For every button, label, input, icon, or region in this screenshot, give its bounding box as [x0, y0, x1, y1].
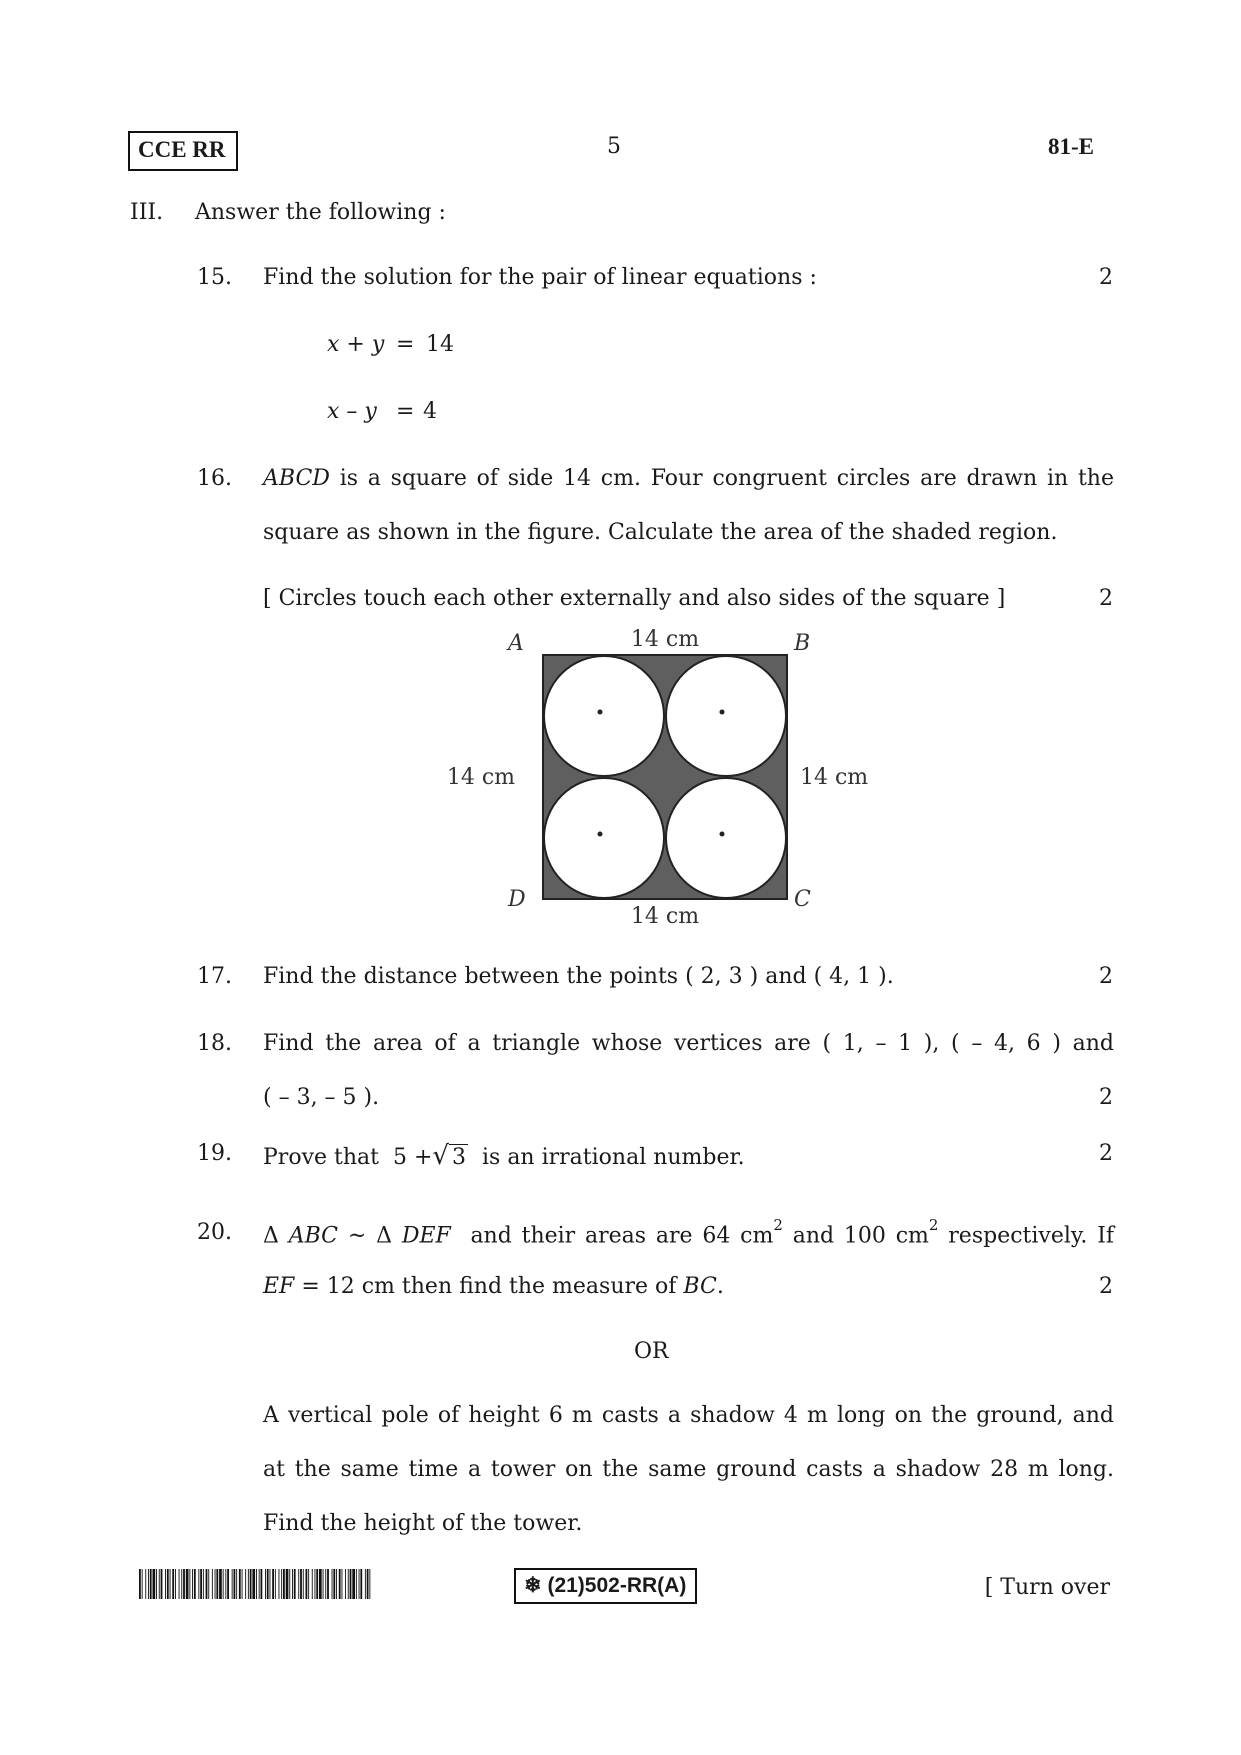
exponent: 2: [928, 1216, 939, 1234]
turn-over-note: [ Turn over: [984, 1575, 1110, 1600]
area-text-1: and their areas are 64 cm: [470, 1223, 774, 1249]
vertex-d: D: [508, 887, 526, 912]
barcode-bar: [332, 1569, 333, 1599]
barcode-bar: [315, 1569, 316, 1599]
circle-top-left: [544, 656, 664, 776]
section-number: III.: [130, 200, 164, 225]
question-note: [ Circles touch each other externally and also sides of the square ]: [263, 586, 1006, 611]
barcode-bar: [272, 1569, 274, 1599]
barcode-bar: [339, 1569, 341, 1599]
barcode-bar: [248, 1569, 249, 1599]
barcode-bar: [145, 1569, 146, 1599]
booklet-code-box: [514, 1568, 697, 1604]
barcode-bar: [172, 1569, 174, 1599]
barcode-bar: [352, 1569, 355, 1599]
question-text-line-1: Find the area of a triangle whose vertices are ( 1, – 1 ), ( – 4, 6 ) and: [263, 1031, 1114, 1056]
barcode-bar: [203, 1569, 204, 1599]
barcode-bar: [348, 1569, 349, 1599]
marks: 2: [1099, 1141, 1113, 1166]
barcode-bar: [215, 1569, 216, 1599]
barcode-bar: [250, 1569, 252, 1599]
barcode-bar: [275, 1569, 276, 1599]
barcode-bar: [192, 1569, 193, 1599]
barcode-bar: [148, 1569, 149, 1599]
barcode-bar: [167, 1569, 169, 1599]
question-text-line-2: ( – 3, – 5 ).: [263, 1085, 380, 1110]
question-text: Find the solution for the pair of linear equations :: [263, 265, 817, 290]
barcode-bar: [175, 1569, 176, 1599]
barcode-bar: [216, 1569, 218, 1599]
equation-2-equals: =: [396, 399, 415, 424]
barcode-bar: [236, 1569, 237, 1599]
barcode-bar: [200, 1569, 202, 1599]
question-text: Find the distance between the points ( 2, 3 ) and ( 4, 1 ).: [263, 964, 894, 989]
barcode-bar: [183, 1569, 185, 1599]
barcode-bar: [225, 1569, 226, 1599]
barcode-bar: [319, 1569, 322, 1599]
barcode-bar: [356, 1569, 357, 1599]
barcode-bar: [245, 1569, 246, 1599]
question-text-line-1: [263, 1216, 1115, 1249]
barcode-bar: [345, 1569, 346, 1599]
center-dot: [720, 710, 725, 715]
barcode-bar: [325, 1569, 326, 1599]
marks: 2: [1099, 1085, 1113, 1110]
barcode-bar: [316, 1569, 318, 1599]
question-text: [263, 1141, 745, 1171]
left-side-label: 14 cm: [446, 765, 515, 790]
equation-2-rhs: 4: [423, 399, 437, 424]
barcode-bar: [198, 1569, 199, 1599]
barcode-bar: [156, 1569, 157, 1599]
text-part: .: [716, 1274, 724, 1299]
delta-symbol: Δ: [263, 1223, 279, 1249]
prefix-text: Prove that: [263, 1145, 379, 1170]
barcode-bar: [342, 1569, 343, 1599]
barcode-bar: [312, 1569, 313, 1599]
booklet-code: (21)502-RR(A): [547, 1574, 687, 1597]
square-root: [432, 1141, 468, 1171]
triangle-abc: ABC: [288, 1223, 339, 1249]
barcode-bar: [159, 1569, 160, 1599]
expression-constant: 5 +: [392, 1145, 433, 1170]
paper-code-box: [128, 131, 238, 171]
barcode-bar: [369, 1569, 370, 1599]
area-text-3: respectively. If: [948, 1223, 1115, 1249]
barcode-bar: [232, 1569, 233, 1599]
barcode-bar: [350, 1569, 352, 1599]
equation-1-lhs: x + y: [327, 332, 385, 357]
radicand: 3: [449, 1144, 468, 1170]
question-text-line-2: square as shown in the figure. Calculate the area of the shaded region.: [263, 520, 1058, 545]
barcode-bar: [212, 1569, 213, 1599]
barcode-bar: [294, 1569, 296, 1599]
right-side-label: 14 cm: [800, 765, 869, 790]
page-number: 5: [607, 134, 621, 159]
barcode-bar: [165, 1569, 166, 1599]
barcode-bar: [223, 1569, 224, 1599]
equation-1-equals: =: [396, 332, 415, 357]
barcode-bar: [306, 1569, 308, 1599]
radical-sign: √: [432, 1141, 449, 1171]
similar-symbol: ~: [347, 1223, 367, 1249]
vertex-a: A: [508, 631, 524, 656]
barcode-bar: [303, 1569, 304, 1599]
marks: 2: [1099, 265, 1113, 290]
marks: 2: [1099, 1274, 1113, 1299]
barcode-bar: [300, 1569, 302, 1599]
barcode-bar: [279, 1569, 280, 1599]
barcode-bar: [327, 1569, 329, 1599]
square-circles-figure: [430, 620, 890, 940]
center-dot: [598, 710, 603, 715]
bottom-side-label: 14 cm: [630, 904, 700, 929]
center-dot: [598, 832, 603, 837]
top-side-label: 14 cm: [630, 627, 700, 652]
barcode-bar: [142, 1569, 143, 1599]
triangle-def: DEF: [401, 1223, 451, 1249]
barcode-bar: [150, 1569, 152, 1599]
barcode-bar: [206, 1569, 208, 1599]
barcode-bar: [283, 1569, 285, 1599]
question-number: 16.: [197, 466, 232, 491]
paper-code: CCE RR: [138, 137, 226, 162]
barcode-bar: [227, 1569, 229, 1599]
question-number: 17.: [197, 964, 232, 989]
barcode-bar: [359, 1569, 360, 1599]
barcode-bar: [323, 1569, 324, 1599]
barcode-bar: [170, 1569, 171, 1599]
barcode-bar: [181, 1569, 182, 1599]
question-number: 19.: [197, 1141, 232, 1166]
question-number: 18.: [197, 1031, 232, 1056]
barcode-bar: [286, 1569, 289, 1599]
delta-symbol: Δ: [376, 1223, 392, 1249]
barcode-bar: [179, 1569, 180, 1599]
barcode-bar: [265, 1569, 266, 1599]
barcode-bar: [367, 1569, 369, 1599]
segment-bc: BC: [683, 1274, 717, 1299]
barcode-bar: [289, 1569, 290, 1599]
subject-code: 81-E: [1048, 134, 1094, 159]
question-number: 20.: [197, 1220, 232, 1245]
circle-top-right: [666, 656, 786, 776]
marks: 2: [1099, 586, 1113, 611]
vertex-c: C: [794, 887, 811, 912]
section-title: Answer the following :: [195, 200, 446, 225]
alternate-text-line-1: A vertical pole of height 6 m casts a shadow 4 m long on the ground, and: [263, 1403, 1114, 1428]
text-part: = 12 cm then find the measure of: [294, 1274, 684, 1299]
barcode-bar: [281, 1569, 282, 1599]
equation-1-rhs: 14: [426, 332, 454, 357]
barcode-bar: [256, 1569, 257, 1599]
exponent: 2: [773, 1216, 783, 1234]
barcode-bar: [336, 1569, 337, 1599]
barcode-bar: [252, 1569, 255, 1599]
square-name: ABCD: [263, 466, 330, 491]
question-text-line-1: [263, 466, 1114, 491]
barcode-bar: [161, 1569, 163, 1599]
marks: 2: [1099, 964, 1113, 989]
barcode-bar: [270, 1569, 271, 1599]
barcode-bar: [139, 1569, 141, 1599]
barcode-bar: [360, 1569, 362, 1599]
question-number: 15.: [197, 265, 232, 290]
center-dot: [720, 832, 725, 837]
barcode-bar: [261, 1569, 263, 1599]
barcode-bar: [219, 1569, 222, 1599]
barcode-bar: [308, 1569, 309, 1599]
equation-2-lhs: x – y: [327, 399, 377, 424]
barcode-bar: [234, 1569, 236, 1599]
barcode-bar: [189, 1569, 190, 1599]
barcode-bar: [239, 1569, 241, 1599]
segment-ef: EF: [263, 1274, 295, 1299]
barcode-bar: [333, 1569, 335, 1599]
circle-bottom-right: [666, 778, 786, 898]
barcode-bar: [153, 1569, 156, 1599]
barcode-bar: [292, 1569, 293, 1599]
vertex-b: B: [794, 631, 811, 656]
alternate-text-line-3: Find the height of the tower.: [263, 1511, 583, 1536]
barcode-bar: [259, 1569, 260, 1599]
suffix-text: is an irrational number.: [482, 1145, 745, 1170]
barcode-bar: [186, 1569, 189, 1599]
question-text-line-2: [263, 1274, 724, 1299]
barcode-bar: [208, 1569, 209, 1599]
circle-bottom-left: [544, 778, 664, 898]
alternate-text-line-2: at the same time a tower on the same ground casts a shadow 28 m long.: [263, 1457, 1114, 1482]
snowflake-icon: ❄: [524, 1574, 542, 1597]
area-text-2: and 100 cm: [792, 1223, 929, 1249]
barcode-bar: [298, 1569, 299, 1599]
question-text-rest: is a square of side 14 cm. Four congruent circles are drawn in the: [329, 466, 1114, 491]
barcode-bar: [267, 1569, 269, 1599]
barcode: [139, 1569, 371, 1599]
barcode-bar: [365, 1569, 366, 1599]
barcode-bar: [194, 1569, 196, 1599]
or-separator: OR: [634, 1339, 669, 1364]
barcode-bar: [242, 1569, 243, 1599]
